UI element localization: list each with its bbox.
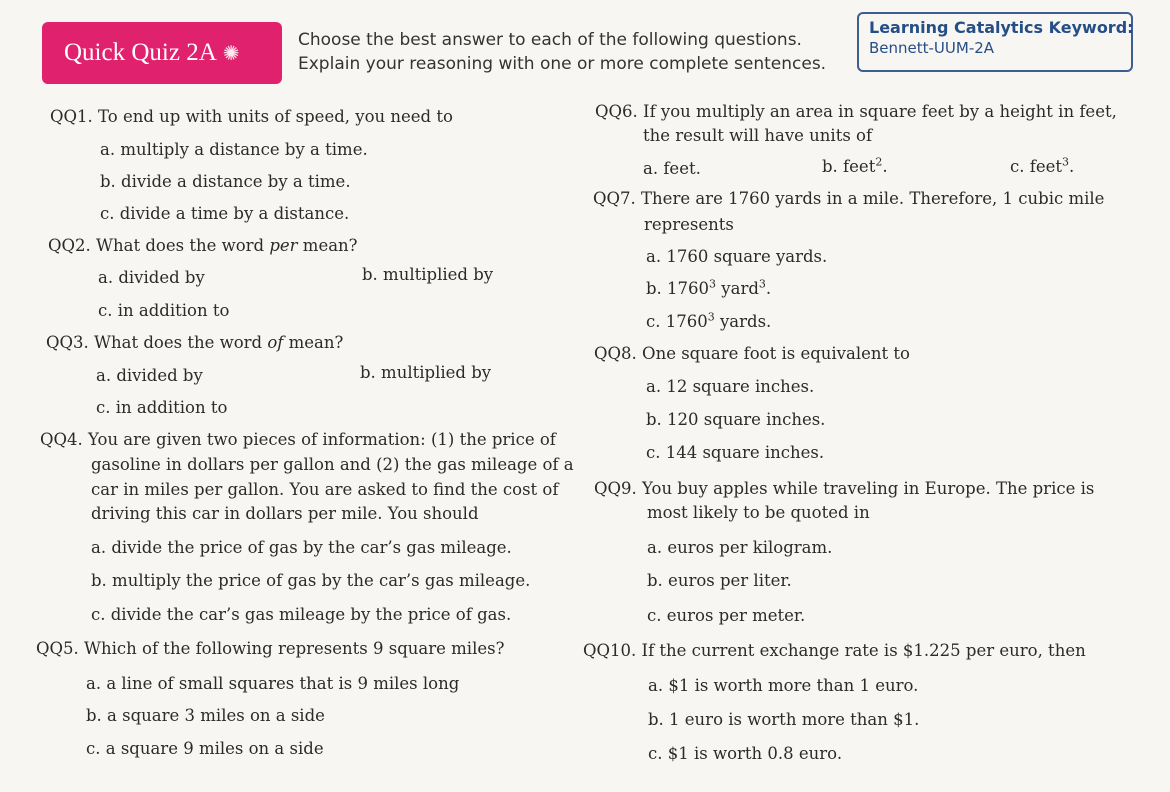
question-text-line-1: You are given two pieces of information: (1) the price of [88, 430, 556, 449]
option-end: . [882, 157, 888, 176]
option-qq9-a: a. euros per kilogram. [647, 538, 833, 557]
option-qq7-b [646, 278, 771, 300]
option-text: b. feet [822, 157, 876, 176]
question-number: QQ9. [594, 479, 637, 498]
question-qq4-line-4: driving this car in dollars per mile. You should [91, 504, 479, 523]
option-qq8-c: c. 144 square inches. [646, 443, 825, 462]
question-qq4-line-2: gasoline in dollars per gallon and (2) the gas mileage of a [91, 455, 574, 474]
question-number: QQ3. [46, 333, 89, 352]
question-qq6-line-2: the result will have units of [643, 126, 873, 145]
option-qq7-a: a. 1760 square yards. [646, 247, 828, 266]
question-number: QQ4. [40, 430, 83, 449]
question-text-line-1: There are 1760 yards in a mile. Therefore, 1 cubic mile [641, 189, 1105, 208]
question-qq10 [583, 639, 1086, 663]
option-qq6-a: a. feet. [643, 159, 701, 178]
option-unit: yard [716, 279, 759, 298]
option-qq5-b: b. a square 3 miles on a side [86, 706, 325, 725]
question-qq4-line-3: car in miles per gallon. You are asked to find the cost of [91, 480, 559, 499]
option-qq10-c: c. $1 is worth 0.8 euro. [648, 744, 843, 763]
question-qq6 [595, 100, 1117, 124]
option-text: b. 1760 [646, 279, 710, 298]
question-qq1 [50, 105, 453, 129]
option-qq3-a: a. divided by [96, 366, 203, 385]
option-qq1-c: c. divide a time by a distance. [100, 204, 350, 223]
option-qq4-a: a. divide the price of gas by the car’s gas mileage. [91, 538, 512, 557]
instructions-line-2: Explain your reasoning with one or more complete sentences. [298, 54, 827, 74]
question-number: QQ10. [583, 641, 637, 660]
question-text: One square foot is equivalent to [642, 344, 910, 363]
option-qq1-b: b. divide a distance by a time. [100, 172, 351, 191]
option-qq8-a: a. 12 square inches. [646, 377, 815, 396]
question-number: QQ7. [593, 189, 636, 208]
option-end: . [765, 279, 772, 298]
option-qq3-b: b. multiplied by [360, 363, 492, 382]
option-text: c. 1760 [646, 312, 708, 331]
question-text-end: mean? [283, 333, 344, 352]
option-qq5-a: a. a line of small squares that is 9 miles long [86, 674, 460, 693]
question-qq4 [40, 428, 556, 452]
option-qq1-a: a. multiply a distance by a time. [100, 140, 368, 159]
question-qq8 [594, 342, 910, 366]
option-qq10-a: a. $1 is worth more than 1 euro. [648, 676, 919, 695]
keyword-value: Bennett-UUM-2A [869, 39, 995, 57]
instructions-line-1: Choose the best answer to each of the following questions. [298, 30, 802, 50]
question-number: QQ2. [48, 236, 91, 255]
exponent: 2 [875, 155, 883, 169]
question-text-start: What does the word [96, 236, 270, 255]
question-text-end: mean? [297, 236, 358, 255]
question-qq7 [593, 187, 1104, 211]
option-qq4-b: b. multiply the price of gas by the car’s gas mileage. [91, 571, 531, 590]
option-qq7-c [646, 311, 771, 333]
question-qq3 [46, 331, 343, 355]
question-text-start: What does the word [94, 333, 268, 352]
question-text-word: of [267, 333, 284, 352]
option-qq4-c: c. divide the car’s gas mileage by the price of gas. [91, 605, 512, 624]
instructions [298, 28, 858, 76]
question-text: If the current exchange rate is $1.225 per euro, then [641, 641, 1086, 660]
option-qq2-c: c. in addition to [98, 301, 230, 320]
question-number: QQ8. [594, 344, 637, 363]
option-qq9-c: c. euros per meter. [647, 606, 806, 625]
quiz-title: Quick Quiz 2A [64, 39, 217, 66]
exponent: 3 [709, 277, 717, 291]
burst-icon: ✺ [222, 42, 240, 65]
option-qq6-c [1010, 156, 1074, 178]
exponent: 3 [758, 277, 766, 291]
option-text: c. feet [1010, 157, 1062, 176]
question-qq9-line-2: most likely to be quoted in [647, 503, 870, 522]
option-qq9-b: b. euros per liter. [647, 571, 792, 590]
option-qq3-c: c. in addition to [96, 398, 228, 417]
option-qq2-a: a. divided by [98, 268, 205, 287]
question-text: To end up with units of speed, you need to [98, 107, 453, 126]
option-end: . [1069, 157, 1075, 176]
option-end: yards. [714, 312, 772, 331]
question-qq2 [48, 234, 358, 258]
question-number: QQ6. [595, 102, 638, 121]
exponent: 3 [1062, 155, 1069, 169]
keyword-label: Learning Catalytics Keyword: [869, 18, 1134, 37]
exponent: 3 [707, 310, 715, 324]
question-qq9 [594, 477, 1094, 501]
option-qq2-b: b. multiplied by [362, 265, 494, 284]
option-qq6-b [822, 156, 888, 178]
question-number: QQ1. [50, 107, 93, 126]
question-text-line-1: You buy apples while traveling in Europe. The price is [642, 479, 1095, 498]
quiz-title-badge [42, 22, 282, 84]
question-number: QQ5. [36, 639, 79, 658]
question-text-line-1: If you multiply an area in square feet by a height in feet, [643, 102, 1117, 121]
option-qq10-b: b. 1 euro is worth more than $1. [648, 710, 920, 729]
option-qq8-b: b. 120 square inches. [646, 410, 826, 429]
question-text: Which of the following represents 9 square miles? [84, 639, 505, 658]
learning-catalytics-box [857, 12, 1133, 72]
question-qq7-line-2: represents [644, 215, 734, 234]
option-qq5-c: c. a square 9 miles on a side [86, 739, 324, 758]
question-text-word: per [269, 236, 298, 255]
question-qq5 [36, 637, 504, 661]
